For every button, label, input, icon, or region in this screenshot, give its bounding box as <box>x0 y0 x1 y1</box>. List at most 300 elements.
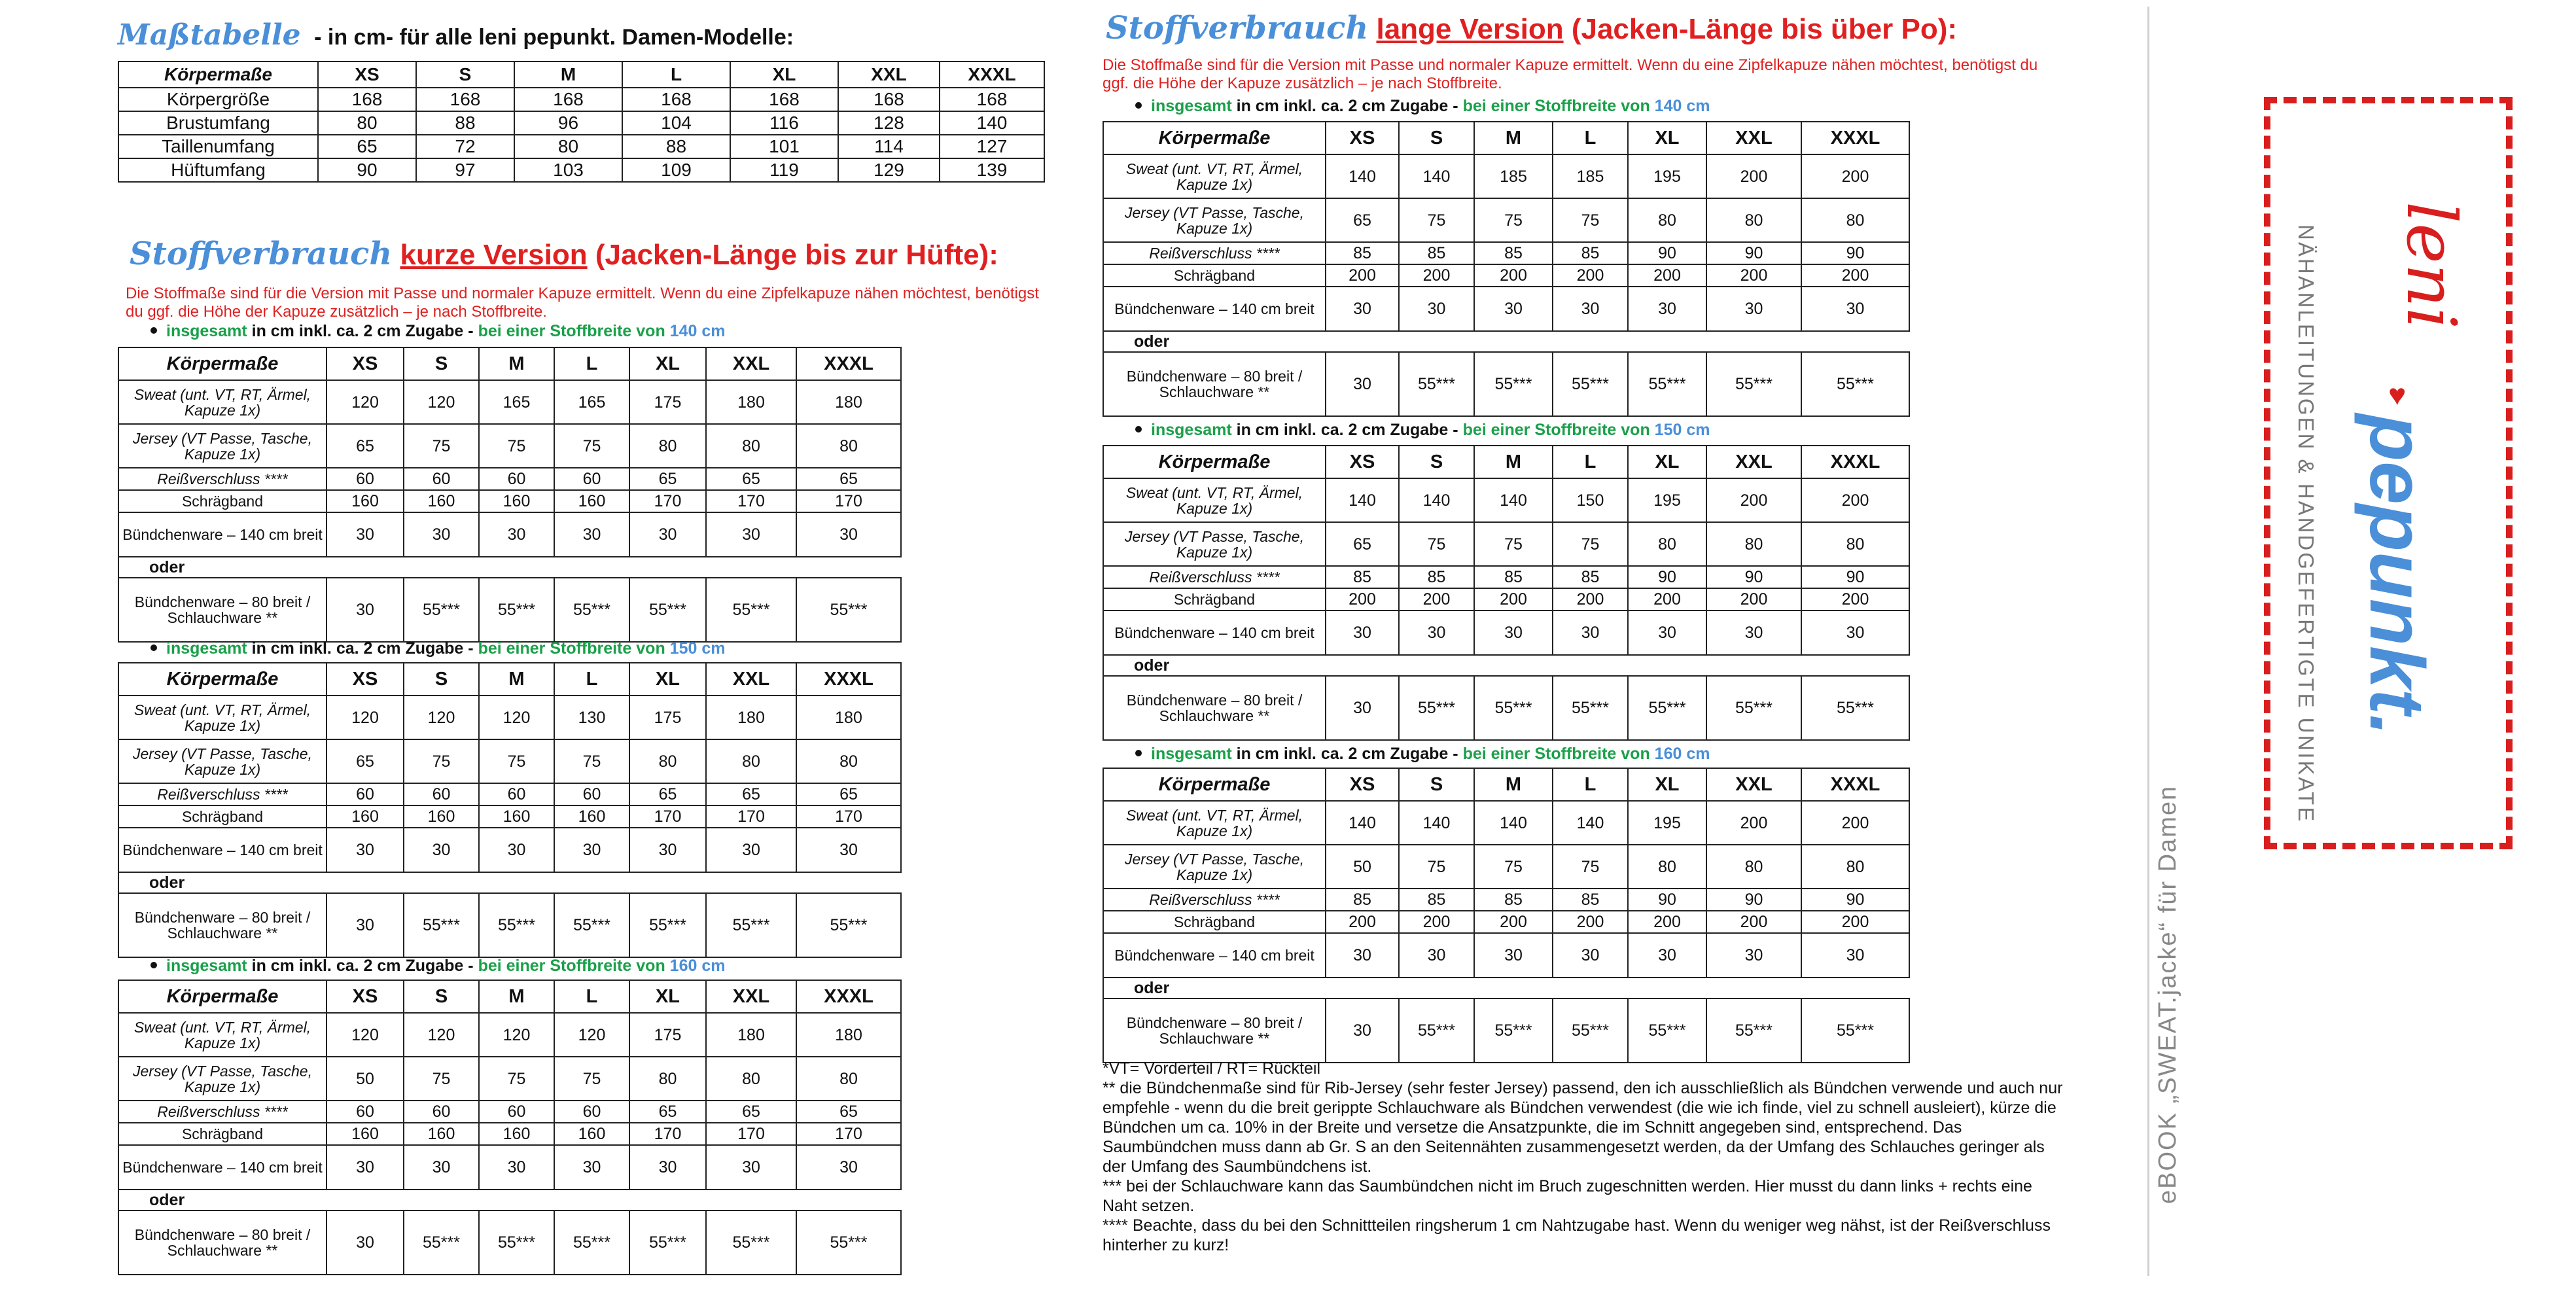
kurz-t1-row-label: Jersey (VT Passe, Tasche, Kapuze 1x) <box>118 424 326 468</box>
kurz-t2-col-s: S <box>404 663 479 696</box>
lang-t1-cell-xl: 200 <box>1628 264 1706 287</box>
kurz-bullet-3 <box>150 957 725 976</box>
kurz-t2-cell-xxxl: 65 <box>796 783 901 805</box>
kurz-t2-cell-xxl: 30 <box>706 828 796 872</box>
lang-t3-cell-m: 85 <box>1474 889 1553 911</box>
lang-t1-row-label: Schrägband <box>1103 264 1326 287</box>
ebook-label: eBOOK „SWEAT.jacke“ für Damen <box>2154 785 2181 1205</box>
lang-t2-cell-s: 30 <box>1399 610 1474 655</box>
lang-t1-col-xs: XS <box>1326 122 1399 154</box>
lang-t1-cell-xxxl: 200 <box>1801 264 1909 287</box>
lang-t2-row-label: Jersey (VT Passe, Tasche, Kapuze 1x) <box>1103 522 1326 566</box>
kurz-t1-cell-xs: 60 <box>326 468 404 490</box>
lang-t2-col-s: S <box>1399 446 1474 478</box>
kurz-t3-cell-l: 60 <box>554 1101 629 1123</box>
lang-t2-cell-xxl: 200 <box>1706 588 1801 610</box>
kurz-bullet-1-b2: in cm inkl. ca. 2 cm Zugabe - <box>247 322 478 340</box>
lang-bullet-2-b4: 150 cm <box>1654 421 1710 439</box>
kurz-t3-col-xl: XL <box>629 980 706 1013</box>
lang-t3-row-bündchenware-140-cm-breit <box>1103 933 1909 978</box>
kurz-t3-cell-l: 75 <box>554 1057 629 1101</box>
mass-cell-l: 109 <box>622 158 730 182</box>
lang-t1-cell-xl: 55*** <box>1628 352 1706 416</box>
lang-t1-cell-xs: 140 <box>1326 154 1399 198</box>
lang-t3-cell-xxxl: 200 <box>1801 911 1909 933</box>
lang-t2-cell-xs: 30 <box>1326 676 1399 740</box>
kurz-t1-cell-xxxl: 30 <box>796 512 901 557</box>
lang-t1-cell-s: 55*** <box>1399 352 1474 416</box>
lang-t3-cell-xl: 80 <box>1628 845 1706 889</box>
kurz-t3-row-label: Bündchenware – 80 breit / Schlauchware ** <box>118 1210 326 1275</box>
lang-t2-cell-xl: 80 <box>1628 522 1706 566</box>
kurz-t1-row-label: Reißverschluss **** <box>118 468 326 490</box>
kurz-t2-cell-xxl: 170 <box>706 805 796 828</box>
kurz-t2-cell-l: 130 <box>554 696 629 739</box>
kurz-bullet-3-b3: bei einer Stoffbreite von <box>478 957 670 975</box>
lang-t2-cell-xxl: 80 <box>1706 522 1801 566</box>
lang-t3-cell-xs: 200 <box>1326 911 1399 933</box>
kurz-t3-cell-xs: 60 <box>326 1101 404 1123</box>
kurz-note: Die Stoffmaße sind für die Version mit Passe und normaler Kapuze ermittelt. Wenn du eine Zipfelkapuze nähen möchtest, benötigst du ggf. die Höhe der Kapuze zusätzlich – je nach Stoffbreite. <box>126 285 1039 321</box>
lang-bullet-1-b3: bei einer Stoffbreite von <box>1462 97 1655 115</box>
kurz-t3-cell-xl: 30 <box>629 1145 706 1190</box>
lang-t2-cell-m: 75 <box>1474 522 1553 566</box>
bullet-dot <box>150 644 157 651</box>
mass-cell-m: 168 <box>514 88 622 111</box>
lang-t3-cell-xxl: 55*** <box>1706 998 1801 1063</box>
mass-col-xl: XL <box>730 62 838 88</box>
kurz-t2-cell-xxl: 80 <box>706 739 796 783</box>
lang-t3-cell-s: 140 <box>1399 801 1474 845</box>
kurz-t3-cell-xxl: 170 <box>706 1123 796 1145</box>
lang-t1-cell-xxxl: 30 <box>1801 287 1909 331</box>
lang-t2-row-oder <box>1103 655 1909 676</box>
lang-bullet-1-b2: in cm inkl. ca. 2 cm Zugabe - <box>1231 97 1463 115</box>
kurz-t1-row-bündchenware-80-breit-schlauchware <box>118 578 901 642</box>
kurz-t1-cell-xxxl: 80 <box>796 424 901 468</box>
footnote-1: *VT= Vorderteil / RT= Rückteil <box>1103 1059 1321 1078</box>
kurz-t3-cell-xxxl: 80 <box>796 1057 901 1101</box>
kurz-t1-cell-s: 55*** <box>404 578 479 642</box>
kurz-t3-cell-xxl: 55*** <box>706 1210 796 1275</box>
kurz-t3-cell-xl: 170 <box>629 1123 706 1145</box>
lang-t3-cell-xxxl: 30 <box>1801 933 1909 978</box>
kurz-t3-cell-m: 30 <box>479 1145 554 1190</box>
lang-t3-cell-xl: 90 <box>1628 889 1706 911</box>
lang-t2-cell-xxxl: 55*** <box>1801 676 1909 740</box>
lang-t2-col-m: M <box>1474 446 1553 478</box>
kurz-t1-cell-xxxl: 180 <box>796 380 901 424</box>
kurz-t2-cell-xl: 80 <box>629 739 706 783</box>
lang-t2-cell-xl: 55*** <box>1628 676 1706 740</box>
kurz-bullet-2-b2: in cm inkl. ca. 2 cm Zugabe - <box>247 639 478 658</box>
lang-t2-header-row <box>1103 446 1909 478</box>
lang-t3-oder: oder <box>1103 978 1909 998</box>
kurz-t2-cell-m: 75 <box>479 739 554 783</box>
mass-row-label: Hüftumfang <box>118 158 318 182</box>
lang-t1-cell-m: 75 <box>1474 198 1553 242</box>
lang-t1-cell-xl: 30 <box>1628 287 1706 331</box>
kurz-t3-row-label: Reißverschluss **** <box>118 1101 326 1123</box>
kurz-t1-col-l: L <box>554 347 629 380</box>
lang-t1-cell-xs: 85 <box>1326 242 1399 264</box>
lang-t2-col-xs: XS <box>1326 446 1399 478</box>
lang-t2-row-label: Sweat (unt. VT, RT, Ärmel, Kapuze 1x) <box>1103 478 1326 522</box>
mass-cell-m: 103 <box>514 158 622 182</box>
kurz-t3-row-bündchenware-80-breit-schlauchware <box>118 1210 901 1275</box>
lang-t3-cell-l: 55*** <box>1553 998 1628 1063</box>
lang-t3-cell-m: 200 <box>1474 911 1553 933</box>
lang-t1-col-m: M <box>1474 122 1553 154</box>
lang-t3-cell-m: 140 <box>1474 801 1553 845</box>
lang-t2-cell-l: 75 <box>1553 522 1628 566</box>
lang-t1-cell-l: 55*** <box>1553 352 1628 416</box>
lang-t2-cell-l: 30 <box>1553 610 1628 655</box>
bullet-dot <box>150 327 157 334</box>
lang-t3-row-reißverschluss <box>1103 889 1909 911</box>
kurz-t2-col-xs: XS <box>326 663 404 696</box>
mass-col-l: L <box>622 62 730 88</box>
kurz-t2-header-row <box>118 663 901 696</box>
kurz-t1-cell-xs: 120 <box>326 380 404 424</box>
kurz-t3-cell-xxxl: 30 <box>796 1145 901 1190</box>
lang-t2-row-sweat-unt-vt-rt-ärmel-kapuze-1x <box>1103 478 1909 522</box>
kurz-t2-cell-l: 30 <box>554 828 629 872</box>
kurz-bullet-2-b1: insgesamt <box>166 639 247 658</box>
kurz-bullet-3-b2: in cm inkl. ca. 2 cm Zugabe - <box>247 957 478 975</box>
kurz-t1-cell-xl: 30 <box>629 512 706 557</box>
kurz-t2-cell-xl: 55*** <box>629 893 706 957</box>
kurz-t1-cell-s: 160 <box>404 490 479 512</box>
lang-t1-cell-m: 200 <box>1474 264 1553 287</box>
logo-pepunkt: pepunkt. <box>2354 414 2440 736</box>
kurz-t3-row-schrägband <box>118 1123 901 1145</box>
kurz-bullet-2 <box>150 639 725 658</box>
lang-t1-cell-xl: 90 <box>1628 242 1706 264</box>
mass-row-label: Brustumfang <box>118 111 318 135</box>
lang-t2-cell-l: 85 <box>1553 566 1628 588</box>
kurz-t2-cell-s: 120 <box>404 696 479 739</box>
kurz-heading <box>130 236 998 272</box>
lang-t3-col-xxxl: XXXL <box>1801 768 1909 801</box>
lang-t3-cell-xl: 30 <box>1628 933 1706 978</box>
lang-t3-cell-l: 30 <box>1553 933 1628 978</box>
kurz-t2-oder: oder <box>118 872 901 893</box>
lang-t1-row-label: Bündchenware – 140 cm breit <box>1103 287 1326 331</box>
mass-cell-m: 80 <box>514 135 622 158</box>
lang-t1-row-label: Sweat (unt. VT, RT, Ärmel, Kapuze 1x) <box>1103 154 1326 198</box>
mass-cell-s: 97 <box>416 158 514 182</box>
kurz-t1-cell-xxxl: 55*** <box>796 578 901 642</box>
lang-t2-cell-xs: 30 <box>1326 610 1399 655</box>
lang-t1-cell-s: 75 <box>1399 198 1474 242</box>
lang-t1-cell-xxxl: 90 <box>1801 242 1909 264</box>
lang-bullet-1-b4: 140 cm <box>1654 97 1710 115</box>
lang-t3-cell-s: 75 <box>1399 845 1474 889</box>
lang-t2-cell-xl: 90 <box>1628 566 1706 588</box>
lang-t2-cell-xxxl: 200 <box>1801 588 1909 610</box>
mass-row-taillenumfang <box>118 135 1044 158</box>
lang-t1-cell-xs: 30 <box>1326 352 1399 416</box>
lang-t2-row-bündchenware-80-breit-schlauchware <box>1103 676 1909 740</box>
mass-row-brustumfang <box>118 111 1044 135</box>
lang-t2-cell-s: 140 <box>1399 478 1474 522</box>
kurz-t1-col-m: M <box>479 347 554 380</box>
kurz-t3-cell-s: 55*** <box>404 1210 479 1275</box>
kurz-t3-cell-xxxl: 65 <box>796 1101 901 1123</box>
lang-t3-cell-xxxl: 200 <box>1801 801 1909 845</box>
lang-table-1 <box>1103 121 1910 417</box>
lang-t2-row-label: Reißverschluss **** <box>1103 566 1326 588</box>
masstabelle-subtitle: - in cm- für alle leni pepunkt. Damen-Modelle: <box>314 25 794 50</box>
kurz-t2-cell-xxl: 180 <box>706 696 796 739</box>
kurz-bullet-1 <box>150 322 725 341</box>
lang-t2-cell-s: 55*** <box>1399 676 1474 740</box>
lang-t2-oder: oder <box>1103 655 1909 676</box>
kurz-t2-cell-l: 75 <box>554 739 629 783</box>
lang-t1-cell-xs: 65 <box>1326 198 1399 242</box>
mass-cell-xs: 80 <box>318 111 416 135</box>
kurz-t1-cell-m: 60 <box>479 468 554 490</box>
lang-t1-cell-s: 85 <box>1399 242 1474 264</box>
lang-t2-cell-m: 55*** <box>1474 676 1553 740</box>
kurz-t1-col-s: S <box>404 347 479 380</box>
lang-t2-cell-xs: 140 <box>1326 478 1399 522</box>
lang-t2-cell-xs: 85 <box>1326 566 1399 588</box>
kurz-t2-cell-xxxl: 180 <box>796 696 901 739</box>
kurz-t1-row-reißverschluss <box>118 468 901 490</box>
lang-t3-cell-xxxl: 80 <box>1801 845 1909 889</box>
kurz-t1-row-label: Bündchenware – 80 breit / Schlauchware ** <box>118 578 326 642</box>
lang-t1-cell-xxl: 200 <box>1706 264 1801 287</box>
lang-t1-row-label: Reißverschluss **** <box>1103 242 1326 264</box>
mass-cell-s: 168 <box>416 88 514 111</box>
bullet-dot <box>1135 750 1142 756</box>
lang-t2-row-label: Bündchenware – 140 cm breit <box>1103 610 1326 655</box>
lang-t3-row-label: Sweat (unt. VT, RT, Ärmel, Kapuze 1x) <box>1103 801 1326 845</box>
lang-t2-row-label: Bündchenware – 80 breit / Schlauchware ** <box>1103 676 1326 740</box>
kurz-t1-cell-l: 165 <box>554 380 629 424</box>
lang-t2-cell-xxl: 30 <box>1706 610 1801 655</box>
kurz-t1-cell-l: 75 <box>554 424 629 468</box>
lang-t2-cell-xxxl: 90 <box>1801 566 1909 588</box>
lang-t3-col-xxl: XXL <box>1706 768 1801 801</box>
kurz-t1-row-jersey-vt-passe-tasche-kapuze-1x <box>118 424 901 468</box>
kurz-heading-rest: (Jacken-Länge bis zur Hüfte): <box>587 239 998 271</box>
kurz-t1-header-row <box>118 347 901 380</box>
kurz-t3-row-label: Jersey (VT Passe, Tasche, Kapuze 1x) <box>118 1057 326 1101</box>
lang-table-2 <box>1103 445 1910 741</box>
kurz-t2-col-xxxl: XXXL <box>796 663 901 696</box>
kurz-t2-col-xl: XL <box>629 663 706 696</box>
lang-t2-row-reißverschluss <box>1103 566 1909 588</box>
lang-t2-col-l: L <box>1553 446 1628 478</box>
lang-t3-cell-xl: 55*** <box>1628 998 1706 1063</box>
lang-t3-cell-xs: 50 <box>1326 845 1399 889</box>
lang-t1-col-l: L <box>1553 122 1628 154</box>
logo-tagline: NÄHANLEITUNGEN & HANDGEFERTIGTE UNIKATE <box>2294 224 2318 824</box>
lang-t3-cell-s: 55*** <box>1399 998 1474 1063</box>
kurz-bullet-1-b1: insgesamt <box>166 322 247 340</box>
kurz-t1-row-label: Schrägband <box>118 490 326 512</box>
footnote-2: ** die Bündchenmaße sind für Rib-Jersey (sehr fester Jersey) passend, den ich ausschließlich als Bündchen verwende und auch nur empfehle - wenn du die breit gerippte Schlauchware als Bündchen verwendest (die wie ich finde, viel zu schnell ausleiert), kürze die Bündchen um ca. 10% in der Breite und versetze die Ansatzpunkte, die im Schnitt angegeben sind, entsprechend. Das Saumbündchen muss dann ab Gr. S an den Seitennähten zusammengesetzt werden, da der Umfang des Schlauches geringer als der Umfang des Saumbündchens ist. <box>1103 1079 2063 1176</box>
kurz-t1-cell-xxl: 30 <box>706 512 796 557</box>
kurz-t3-col-s: S <box>404 980 479 1013</box>
kurz-t3-cell-l: 30 <box>554 1145 629 1190</box>
lang-t2-cell-xl: 200 <box>1628 588 1706 610</box>
kurz-t2-cell-xs: 30 <box>326 828 404 872</box>
lang-t3-row-label: Bündchenware – 80 breit / Schlauchware ** <box>1103 998 1326 1063</box>
lang-t1-cell-xs: 30 <box>1326 287 1399 331</box>
kurz-t3-header-row <box>118 980 901 1013</box>
lang-heading-rest: (Jacken-Länge bis über Po): <box>1563 13 1958 45</box>
lang-t3-cell-s: 200 <box>1399 911 1474 933</box>
lang-t1-cell-xxxl: 80 <box>1801 198 1909 242</box>
lang-t1-cell-s: 200 <box>1399 264 1474 287</box>
lang-t1-row-label: Bündchenware – 80 breit / Schlauchware ** <box>1103 352 1326 416</box>
lang-t3-cell-s: 30 <box>1399 933 1474 978</box>
kurz-t1-cell-xs: 65 <box>326 424 404 468</box>
kurz-t1-cell-xl: 170 <box>629 490 706 512</box>
mass-cell-l: 168 <box>622 88 730 111</box>
lang-t1-cell-m: 185 <box>1474 154 1553 198</box>
kurz-t3-row-label: Schrägband <box>118 1123 326 1145</box>
mass-cell-xs: 168 <box>318 88 416 111</box>
kurz-t3-oder: oder <box>118 1190 901 1210</box>
lang-t3-col-xl: XL <box>1628 768 1706 801</box>
kurz-t1-cell-xxl: 80 <box>706 424 796 468</box>
lang-t2-cell-xxl: 200 <box>1706 478 1801 522</box>
lang-t3-cell-xs: 140 <box>1326 801 1399 845</box>
lang-t3-cell-l: 75 <box>1553 845 1628 889</box>
kurz-t3-col-m: M <box>479 980 554 1013</box>
kurz-t1-cell-s: 30 <box>404 512 479 557</box>
kurz-t2-cell-m: 120 <box>479 696 554 739</box>
kurz-bullet-1-b4: 140 cm <box>669 322 726 340</box>
lang-heading <box>1106 10 1957 46</box>
mass-cell-xxl: 129 <box>838 158 940 182</box>
lang-t2-cell-xs: 65 <box>1326 522 1399 566</box>
lang-t1-cell-xxxl: 55*** <box>1801 352 1909 416</box>
kurz-t2-row-label: Bündchenware – 80 breit / Schlauchware ** <box>118 893 326 957</box>
kurz-t2-cell-m: 160 <box>479 805 554 828</box>
kurz-t3-row-label: Sweat (unt. VT, RT, Ärmel, Kapuze 1x) <box>118 1013 326 1057</box>
lang-bullet-1-b1: insgesamt <box>1151 97 1232 115</box>
kurz-t1-row-oder <box>118 557 901 578</box>
logo <box>2270 103 2493 830</box>
lang-t1-col-xxl: XXL <box>1706 122 1801 154</box>
lang-bullet-3-b4: 160 cm <box>1654 745 1710 763</box>
lang-t2-col-körpermaße: Körpermaße <box>1103 446 1326 478</box>
kurz-t1-row-schrägband <box>118 490 901 512</box>
lang-t2-cell-s: 200 <box>1399 588 1474 610</box>
kurz-t3-cell-xxxl: 170 <box>796 1123 901 1145</box>
lang-t1-row-sweat-unt-vt-rt-ärmel-kapuze-1x <box>1103 154 1909 198</box>
lang-t2-cell-xxl: 55*** <box>1706 676 1801 740</box>
mass-cell-xl: 116 <box>730 111 838 135</box>
mass-cell-l: 104 <box>622 111 730 135</box>
kurz-bullet-2-b4: 150 cm <box>669 639 726 658</box>
masstabelle-heading <box>118 18 794 52</box>
lang-t2-cell-l: 200 <box>1553 588 1628 610</box>
kurz-t2-cell-xs: 60 <box>326 783 404 805</box>
kurz-t2-cell-xxxl: 30 <box>796 828 901 872</box>
kurz-t1-cell-xs: 30 <box>326 512 404 557</box>
lang-t1-row-jersey-vt-passe-tasche-kapuze-1x <box>1103 198 1909 242</box>
kurz-t1-cell-xl: 55*** <box>629 578 706 642</box>
lang-t3-row-label: Schrägband <box>1103 911 1326 933</box>
footnotes <box>1103 1059 2071 1255</box>
kurz-t2-col-m: M <box>479 663 554 696</box>
mass-col-körpermaße: Körpermaße <box>118 62 318 88</box>
kurz-t3-cell-xl: 80 <box>629 1057 706 1101</box>
mass-cell-xxxl: 127 <box>940 135 1044 158</box>
lang-bullet-2 <box>1135 421 1710 440</box>
lang-t3-row-oder <box>1103 978 1909 998</box>
mass-col-xxl: XXL <box>838 62 940 88</box>
mass-cell-xs: 90 <box>318 158 416 182</box>
kurz-t3-row-label: Bündchenware – 140 cm breit <box>118 1145 326 1190</box>
kurz-t2-cell-xxl: 65 <box>706 783 796 805</box>
mass-col-m: M <box>514 62 622 88</box>
kurz-t3-cell-l: 160 <box>554 1123 629 1145</box>
lang-t2-row-jersey-vt-passe-tasche-kapuze-1x <box>1103 522 1909 566</box>
kurz-t3-cell-s: 120 <box>404 1013 479 1057</box>
mass-row-hüftumfang <box>118 158 1044 182</box>
kurz-t2-cell-xxxl: 170 <box>796 805 901 828</box>
kurz-t3-cell-m: 160 <box>479 1123 554 1145</box>
lang-t3-cell-xxxl: 55*** <box>1801 998 1909 1063</box>
lang-bullet-2-b3: bei einer Stoffbreite von <box>1462 421 1655 439</box>
kurz-t3-cell-xxl: 80 <box>706 1057 796 1101</box>
kurz-t2-cell-xl: 65 <box>629 783 706 805</box>
lang-bullet-3-b2: in cm inkl. ca. 2 cm Zugabe - <box>1231 745 1463 763</box>
lang-t2-cell-xxl: 90 <box>1706 566 1801 588</box>
kurz-t1-row-bündchenware-140-cm-breit <box>118 512 901 557</box>
lang-t3-cell-xxxl: 90 <box>1801 889 1909 911</box>
lang-t2-cell-s: 85 <box>1399 566 1474 588</box>
mass-cell-xxxl: 139 <box>940 158 1044 182</box>
kurz-t3-row-bündchenware-140-cm-breit <box>118 1145 901 1190</box>
kurz-t3-cell-xxl: 180 <box>706 1013 796 1057</box>
lang-t3-row-sweat-unt-vt-rt-ärmel-kapuze-1x <box>1103 801 1909 845</box>
kurz-t2-cell-xs: 30 <box>326 893 404 957</box>
lang-t2-cell-m: 140 <box>1474 478 1553 522</box>
kurz-t1-oder: oder <box>118 557 901 578</box>
lang-t1-header-row <box>1103 122 1909 154</box>
lang-bullet-3 <box>1135 745 1710 764</box>
lang-t1-cell-s: 140 <box>1399 154 1474 198</box>
kurz-t3-cell-xxl: 65 <box>706 1101 796 1123</box>
kurz-t1-col-körpermaße: Körpermaße <box>118 347 326 380</box>
kurz-t2-cell-m: 60 <box>479 783 554 805</box>
lang-t1-row-bündchenware-80-breit-schlauchware <box>1103 352 1909 416</box>
lang-t3-cell-xl: 200 <box>1628 911 1706 933</box>
lang-t1-cell-s: 30 <box>1399 287 1474 331</box>
lang-t2-col-xxl: XXL <box>1706 446 1801 478</box>
kurz-t2-row-schrägband <box>118 805 901 828</box>
kurz-t1-cell-m: 30 <box>479 512 554 557</box>
kurz-t1-row-label: Bündchenware – 140 cm breit <box>118 512 326 557</box>
lang-t2-col-xxxl: XXXL <box>1801 446 1909 478</box>
kurz-t3-cell-s: 75 <box>404 1057 479 1101</box>
lang-t2-row-schrägband <box>1103 588 1909 610</box>
kurz-t1-cell-xxl: 65 <box>706 468 796 490</box>
lang-t2-cell-xxxl: 200 <box>1801 478 1909 522</box>
masstabelle-title: Maßtabelle <box>118 18 301 52</box>
lang-t3-cell-xxl: 200 <box>1706 911 1801 933</box>
kurz-bullet-3-b4: 160 cm <box>669 957 726 975</box>
